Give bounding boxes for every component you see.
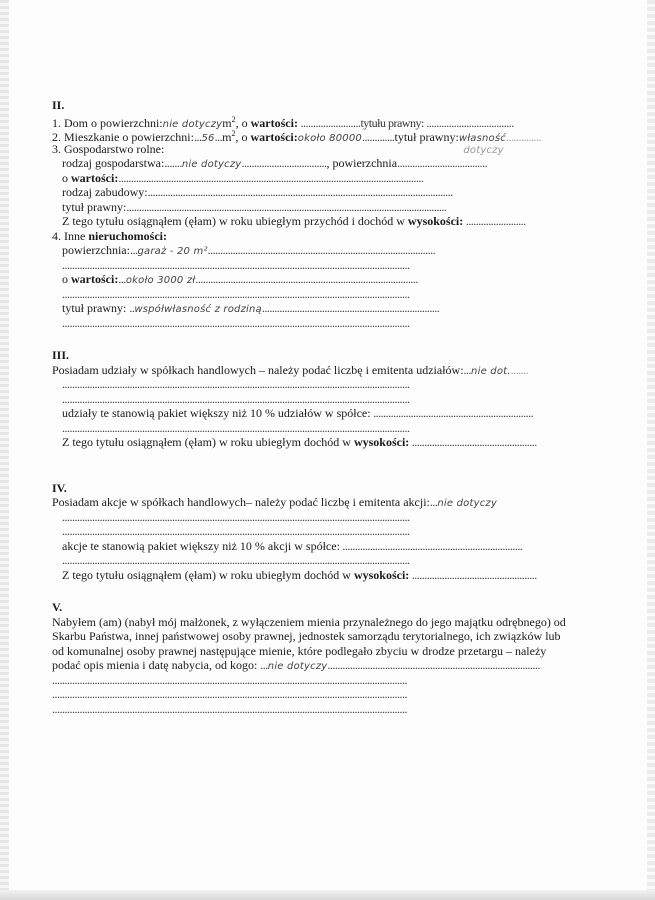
other-blank-line-2: ........................................................................................................................................... <box>62 286 410 301</box>
handwritten-farm-type: nie dotyczy <box>181 159 242 170</box>
section-iii-heading: III. <box>52 348 70 362</box>
stocks-packet-line: akcje te stanowią pakiet większy niż 10 % akcji w spółce: ........................................................................ <box>62 538 523 553</box>
house-line: 1. Dom o powierzchni:nie dotyczym$^2$, o wartości: ........................tytułu prawny: ................................... <box>52 114 514 130</box>
other-title-line: tytuł prawny: ..współwłasność z rodziną....................................................................... <box>62 301 440 315</box>
handwritten-stocks: nie dotyczy <box>437 498 497 509</box>
declaration-content <box>52 98 612 716</box>
section-iv-heading: IV. <box>52 480 67 495</box>
shares-blank-line-2: ........................................................................................................................................... <box>62 391 410 406</box>
stocks-blank-line-3: ........................................................................................................................................... <box>62 553 410 567</box>
handwritten-other-title: współwłasność z rodziną <box>134 304 262 315</box>
handwritten-other-value: około 3000 zł <box>125 275 196 286</box>
stocks-line: Posiadam akcje w spółkach handlowych– należy podać liczbę i emitenta akcji:...nie dotyczy <box>52 495 497 509</box>
farm-building-line: rodzaj zabudowy:.......................................................................................................................... <box>62 185 453 199</box>
stocks-blank-line-2: ........................................................................................................................................... <box>62 524 410 538</box>
scan-edge-bottom <box>0 890 655 900</box>
acquisition-blank-line-3: .............................................................................................................................................. <box>52 701 407 716</box>
handwritten-apartment-area: 56 <box>201 133 215 144</box>
shares-line: Posiadam udziały w spółkach handlowych – należy podać liczbę i emitenta udziałów:...nie dot........ <box>52 362 529 377</box>
acquisition-text-4: podać opis mienia i datę nabycia, od kogo: ...nie dotyczy..................................................................................... <box>52 658 540 672</box>
other-value-line: o wartości:...około 3000 zł......................................................................................... <box>62 272 418 286</box>
farm-type-line: rodzaj gospodarstwa:.......nie dotyczy.................................., powierzchnia.................................... <box>62 156 488 170</box>
handwritten-house-area: nie dotyczy <box>162 118 223 130</box>
section-ii-heading: II. <box>52 98 65 112</box>
handwritten-acquisition: nie dotyczy <box>267 661 328 672</box>
other-blank-line-3: ........................................................................................................................................... <box>62 315 410 330</box>
farm-title-line: tytuł prawny:................................................................................................................................ <box>62 199 447 214</box>
farm-income-line: Z tego tytułu osiągnąłem (ęłam) w roku ubiegłym przychód i dochód w wysokości: ........................ <box>62 214 526 228</box>
shares-income-line: Z tego tytułu osiągnąłem (ęłam) w roku ubiegłym dochód w wysokości: .................................................. <box>62 435 537 449</box>
acquisition-blank-line-1: .............................................................................................................................................. <box>52 672 407 687</box>
shares-packet-line: udziały te stanowią pakiet większy niż 10 % udziałów w spółce: ................................................................ <box>62 406 534 420</box>
handwritten-shares: nie dot. <box>471 365 511 377</box>
scan-edge-right <box>647 0 655 900</box>
scan-edge-left <box>0 0 9 900</box>
other-area-line: powierzchnia:...garaż - 20 m²........................................................................................... <box>62 243 436 257</box>
acquisition-text-2: Skarbu Państwa, innej państwowej osoby prawnej, jednostek samorządu terytorialnego, ich związków lub <box>52 629 561 643</box>
handwritten-apartment-value: około 80000 <box>297 133 362 144</box>
section-v-heading: V. <box>52 600 63 614</box>
stocks-blank-line-1: ........................................................................................................................................... <box>62 509 410 524</box>
farm-value-line: o wartości:.......................................................................................................................... <box>62 170 424 185</box>
shares-blank-line-3: ........................................................................................................................................... <box>62 420 410 435</box>
farm-line: 3. Gospodarstwo rolne: dotyczy <box>52 141 504 156</box>
handwritten-other-area: garaż - 20 m² <box>137 246 208 257</box>
handwritten-farm-note: dotyczy <box>463 144 504 156</box>
handwritten-apartment-title: własność <box>458 133 506 144</box>
acquisition-text-3: od komunalnej osoby prawnej następujące mienie, które podlegało zbyciu w drodze przetargu – należy <box>52 643 547 658</box>
other-property-line: 4. Inne nieruchomości: <box>52 228 167 243</box>
acquisition-blank-line-2: .............................................................................................................................................. <box>52 687 407 701</box>
stocks-income-line: Z tego tytułu osiągnąłem (ęłam) w roku ubiegłym dochód w wysokości: .................................................. <box>62 567 537 582</box>
other-blank-line-1: ........................................................................................................................................... <box>62 257 410 272</box>
apartment-line: 2. Mieszkanie o $powierzchni:...56...m^2$, o wartości:około 80000.............tytuł prawny:własność.............. <box>52 129 541 144</box>
acquisition-text-1: Nabyłem (am) (nabył mój małżonek, z wyłączeniem mienia przynależnego do jego majątku odrębnego) od <box>52 614 566 629</box>
shares-blank-line-1: ........................................................................................................................................... <box>62 377 410 391</box>
